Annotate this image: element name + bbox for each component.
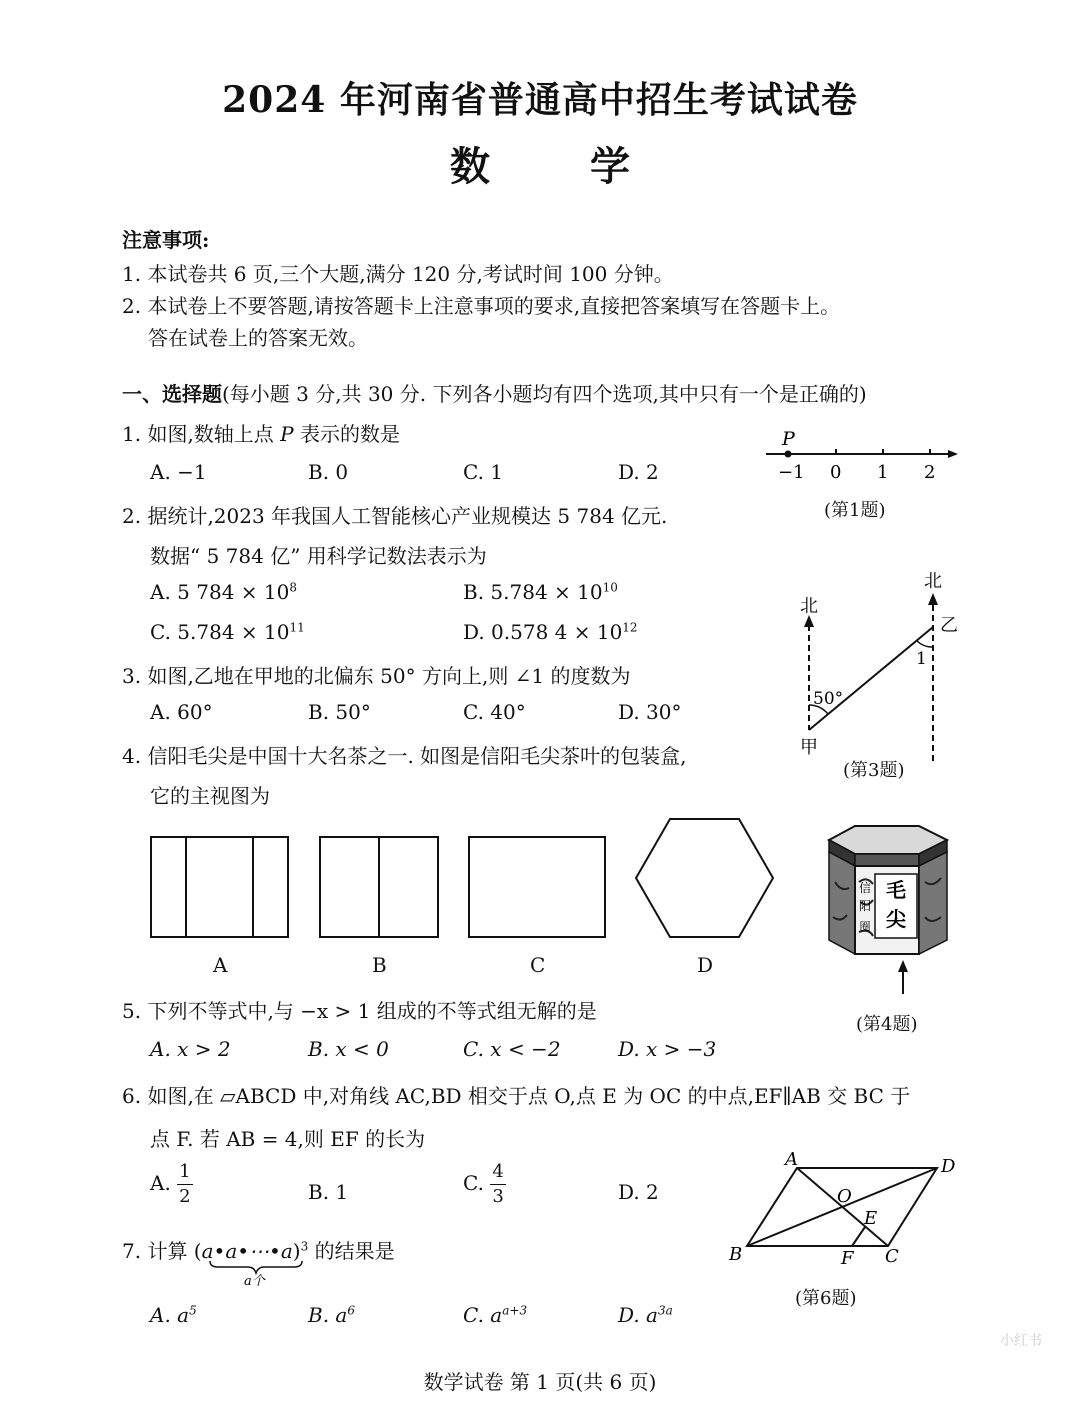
q1-option-c: C. 1 — [463, 460, 504, 484]
vertex-label: D — [941, 1156, 956, 1177]
q4-option-a: A — [213, 953, 228, 977]
q4-view-options — [140, 815, 790, 950]
q7-stem-text-post: 的结果是 — [308, 1239, 395, 1263]
q6-stem-2: 点 F. 若 AB = 4,则 EF 的长为 — [150, 1127, 426, 1151]
exam-title: 2024 年河南省普通高中招生考试试卷 — [222, 79, 858, 121]
q3-direction-figure — [790, 565, 970, 765]
angle-1-label: 1 — [916, 649, 927, 669]
q6-stem-1: 6. 如图,在 ▱ABCD 中,对角线 AC,BD 相交于点 O,点 E 为 OC 的中点,EF∥AB 交 BC 于 — [122, 1084, 911, 1108]
point-label: E — [864, 1208, 878, 1229]
q5-option-a: A. x > 2 — [150, 1037, 231, 1061]
q1-caption: (第1题) — [824, 500, 886, 521]
notice-item-1: 1. 本试卷共 6 页,三个大题,满分 120 分,考试时间 100 分钟。 — [122, 262, 674, 286]
notice-heading: 注意事项: — [122, 228, 210, 252]
box-text-big: 毛 — [886, 878, 906, 902]
q2-option-c: C. $5.784 \times 10^{11}$ — [150, 620, 305, 644]
angle-50-label: 50° — [813, 689, 844, 709]
q1-stem — [122, 418, 400, 447]
q7-option-b: B. $a^6$ — [308, 1303, 355, 1327]
q7-option-c: C. $a^{a+3}$ — [463, 1303, 528, 1327]
q5-option-b: B. x < 0 — [308, 1037, 389, 1061]
point-label: O — [837, 1186, 852, 1207]
segment-ef — [852, 1227, 865, 1246]
brace-label: a个 — [244, 1274, 265, 1289]
vertex-label: C — [885, 1246, 899, 1267]
point-p — [785, 451, 792, 458]
q5-option-d: D. x > −3 — [618, 1037, 717, 1061]
tick-label: −1 — [778, 462, 805, 483]
q7-option-a: A. $a^5$ — [150, 1303, 197, 1327]
box-text-big: 尖 — [886, 907, 906, 931]
q1-number-line-figure — [760, 425, 970, 495]
option-a-shape — [151, 837, 288, 937]
q3-option-a: A. 60° — [150, 700, 213, 724]
q1-var: P — [280, 422, 294, 446]
section-desc: (每小题 3 分,共 30 分. 下列各小题均有四个选项,其中只有一个是正确的) — [222, 382, 867, 406]
q1-stem-text-post: 表示的数是 — [293, 422, 400, 446]
q6-option-d: D. 2 — [618, 1180, 659, 1204]
q3-option-b: B. 50° — [308, 700, 371, 724]
vertex-label: B — [729, 1244, 743, 1265]
notice-item-2: 2. 本试卷上不要答题,请按答题卡上注意事项的要求,直接把答案填写在答题卡上。 — [122, 294, 841, 318]
notice-item-2-cont: 答在试卷上的答案无效。 — [148, 326, 368, 350]
box-text-small: 圈 — [859, 920, 871, 933]
q4-option-b: B — [372, 953, 387, 977]
section-heading — [122, 378, 867, 407]
q7-option-d: D. $a^{3a}$ — [618, 1303, 673, 1327]
q4-option-d: D — [697, 953, 714, 977]
arrow-right-icon — [948, 450, 958, 458]
q4-stem-2: 它的主视图为 — [150, 784, 270, 808]
q7-expression: a•a•⋯•a — [201, 1239, 293, 1263]
box-text-small: 信 — [858, 881, 872, 895]
q7-underbrace — [208, 1259, 308, 1287]
q6-caption: (第6题) — [795, 1288, 857, 1309]
tick-label: 0 — [830, 462, 842, 483]
q2-option-b: B. $5.784 \times 10^{10}$ — [463, 580, 618, 604]
option-c-shape — [469, 837, 605, 937]
q3-stem: 3. 如图,乙地在甲地的北偏东 50° 方向上,则 ∠1 的度数为 — [122, 664, 631, 688]
option-d-shape — [636, 819, 773, 937]
vertex-label: A — [785, 1149, 798, 1170]
north-label: 北 — [924, 571, 942, 592]
q6-parallelogram-figure — [725, 1150, 965, 1270]
diagonal-bd — [747, 1168, 937, 1246]
q1-option-b: B. 0 — [308, 460, 349, 484]
q6-option-a: A. $\frac{1}{2}$ — [150, 1161, 191, 1207]
q3-option-c: C. 40° — [463, 700, 526, 724]
option-b-shape — [320, 837, 438, 937]
watermark: 小红书 — [1000, 1333, 1042, 1349]
q3-option-d: D. 30° — [618, 700, 682, 724]
box-text-small: 阳 — [858, 899, 872, 913]
q7-stem-text: 7. 计算 ( — [122, 1239, 202, 1263]
q2-stem-2: 数据“ 5 784 亿” 用科学记数法表示为 — [150, 544, 487, 568]
place-a-label: 甲 — [800, 737, 818, 758]
q1-stem-text: 1. 如图,数轴上点 — [122, 422, 281, 446]
q2-option-d: D. 0.578 $4 \times 10^{12}$ — [463, 620, 638, 644]
q4-option-c: C — [530, 953, 546, 977]
q2-stem-1: 2. 据统计,2023 年我国人工智能核心产业规模达 5 784 亿元. — [122, 504, 668, 528]
q4-caption: (第4题) — [856, 1014, 918, 1035]
tick-label: 2 — [924, 462, 936, 483]
q3-caption: (第3题) — [843, 760, 905, 781]
q6-option-b: B. 1 — [308, 1180, 349, 1204]
q4-stem-1: 4. 信阳毛尖是中国十大名茶之一. 如图是信阳毛尖茶叶的包装盒, — [122, 744, 687, 768]
q7-stem: 7. 计算 (a•a•⋯•a)$^3$ 的结果是 — [122, 1239, 395, 1263]
q1-option-a: A. −1 — [150, 460, 207, 484]
point-p-label: P — [782, 428, 795, 450]
subject-title: 数学 — [450, 143, 730, 190]
bearing-line — [809, 627, 933, 730]
q6-option-c: C. $\frac{4}{3}$ — [463, 1161, 504, 1207]
north-label: 北 — [800, 596, 818, 617]
q1-option-d: D. 2 — [618, 460, 659, 484]
q2-option-a: A. 5 $784 \times 10^8$ — [150, 580, 297, 604]
page-footer: 数学试卷 第 1 页(共 6 页) — [423, 1370, 657, 1394]
tea-box-image — [815, 822, 960, 1002]
north-arrow-icon — [928, 593, 938, 605]
q5-stem: 5. 下列不等式中,与 −x > 1 组成的不等式组无解的是 — [122, 999, 597, 1023]
q5-option-c: C. x < −2 — [463, 1037, 561, 1061]
place-b-label: 乙 — [940, 615, 958, 636]
q7-exponent: 3 — [300, 1239, 309, 1254]
view-arrow-icon — [898, 960, 908, 972]
section-label: 一、选择题 — [122, 382, 222, 406]
point-label: F — [841, 1248, 854, 1269]
tick-label: 1 — [877, 462, 889, 483]
